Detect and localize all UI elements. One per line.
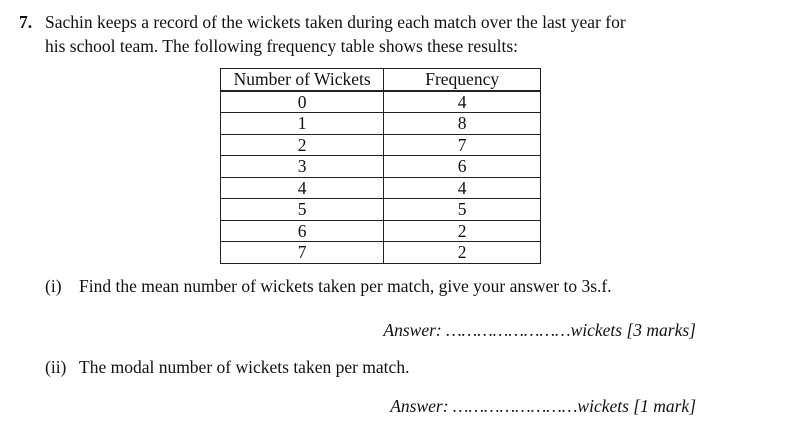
question-text-line-1: Sachin keeps a record of the wickets taken during each match over the last year for xyxy=(45,12,626,32)
table-row xyxy=(221,134,541,156)
frequency-cell: 5 xyxy=(384,199,541,221)
part-i-text: Find the mean number of wickets taken per match, give your answer to 3s.f. xyxy=(79,276,612,296)
frequency-table xyxy=(220,68,541,264)
frequency-cell: 8 xyxy=(384,113,541,135)
header-frequency: Frequency xyxy=(384,69,541,91)
table-row xyxy=(221,177,541,199)
table-row xyxy=(221,242,541,264)
wickets-cell: 6 xyxy=(221,220,384,242)
header-number-of-wickets: Number of Wickets xyxy=(221,69,384,91)
frequency-cell: 6 xyxy=(384,156,541,178)
part-ii-label: (ii) xyxy=(45,357,67,377)
wickets-cell: 4 xyxy=(221,177,384,199)
part-i-label: (i) xyxy=(45,276,62,296)
table-row xyxy=(221,156,541,178)
table-header-row xyxy=(221,69,541,91)
part-ii-text: The modal number of wickets taken per match. xyxy=(79,357,410,377)
table-row xyxy=(221,220,541,242)
frequency-cell: 4 xyxy=(384,91,541,113)
table-row xyxy=(221,91,541,113)
frequency-cell: 2 xyxy=(384,242,541,264)
wickets-cell: 7 xyxy=(221,242,384,264)
part-ii-answer-line: Answer: ……………………wickets [1 mark] xyxy=(390,396,696,416)
part-i-answer-line: Answer: ……………………wickets [3 marks] xyxy=(383,320,696,340)
wickets-cell: 2 xyxy=(221,134,384,156)
wickets-cell: 5 xyxy=(221,199,384,221)
question-number: 7. xyxy=(19,12,33,32)
table-row xyxy=(221,199,541,221)
wickets-cell: 3 xyxy=(221,156,384,178)
table-row xyxy=(221,113,541,135)
frequency-cell: 7 xyxy=(384,134,541,156)
wickets-cell: 1 xyxy=(221,113,384,135)
frequency-cell: 2 xyxy=(384,220,541,242)
wickets-cell: 0 xyxy=(221,91,384,113)
frequency-cell: 4 xyxy=(384,177,541,199)
question-text-line-2: his school team. The following frequency table shows these results: xyxy=(45,36,519,56)
